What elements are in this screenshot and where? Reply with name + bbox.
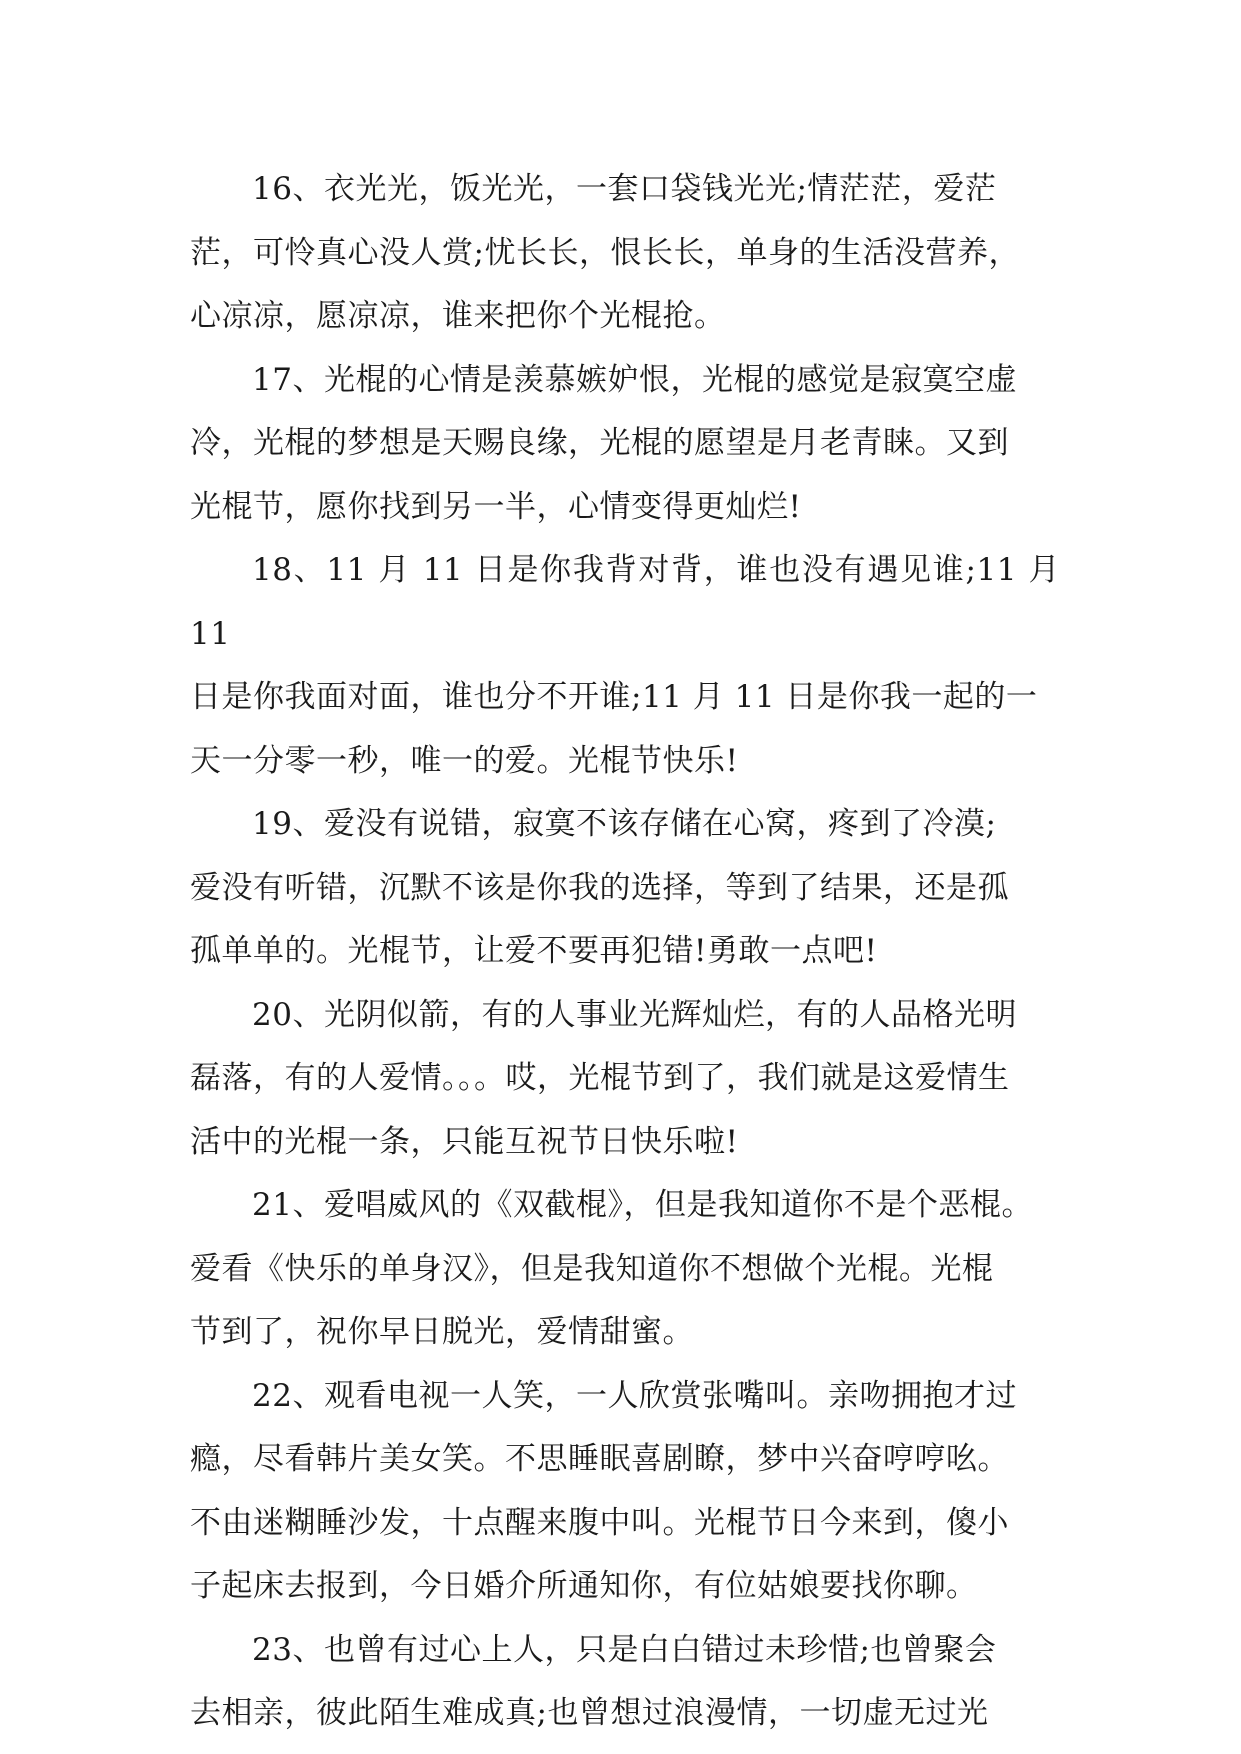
paragraph-16: 16、衣光光，饭光光，一套口袋钱光光;情茫茫，爱茫 茫，可怜真心没人赏;忧长长，恨长长，单身的生活没营养， 心凉凉，愿凉凉，谁来把你个光棍抢。 [190,171,1020,334]
paragraph-22: 22、观看电视一人笑，一人欣赏张嘴叫。亲吻拥抱才过 瘾，尽看韩片美女笑。不思睡眠喜剧瞭，梦中兴奋哼哼吆。 不由迷糊睡沙发，十点醒来腹中叫。光棍节日今来到，傻小 子起床去报到，今日婚介所通知你，有位姑娘要找你聊。 [190,1377,1017,1604]
paragraph-23: 23、也曾有过心上人，只是白白错过未珍惜;也曾聚会 去相亲，彼此陌生难成真;也曾想过浪漫情，一切虚无过光 [190,1631,997,1731]
document-body [190,158,1060,1746]
paragraph-17: 17、光棍的心情是羡慕嫉妒恨，光棍的感觉是寂寞空虚 冷，光棍的梦想是天赐良缘，光棍的愿望是月老青睐。又到 光棍节，愿你找到另一半，心情变得更灿烂! [190,361,1017,525]
paragraph-19: 19、爱没有说错，寂寞不该存储在心窝，疼到了冷漠; 爱没有听错，沉默不该是你我的选择，等到了结果，还是孤 孤单单的。光棍节，让爱不要再犯错!勇敢一点吧! [190,806,1009,969]
paragraph-18: 18、11 月 11 日是你我背对背，谁也没有遇见谁;11 月 11 日是你我面对面，谁也分不开谁;11 月 11 日是你我一起的一 天一分零一秒，唯一的爱。光棍节快乐! [190,552,1060,779]
paragraph-21: 21、爱唱威风的《双截棍》，但是我知道你不是个恶棍。 爱看《快乐的单身汉》，但是我知道你不想做个光棍。光棍 节到了，祝你早日脱光，爱情甜蜜。 [190,1187,1033,1350]
paragraph-20: 20、光阴似箭，有的人事业光辉灿烂，有的人品格光明 磊落，有的人爱情。。。哎，光棍节到了，我们就是这爱情生 活中的光棍一条，只能互祝节日快乐啦! [190,996,1017,1160]
